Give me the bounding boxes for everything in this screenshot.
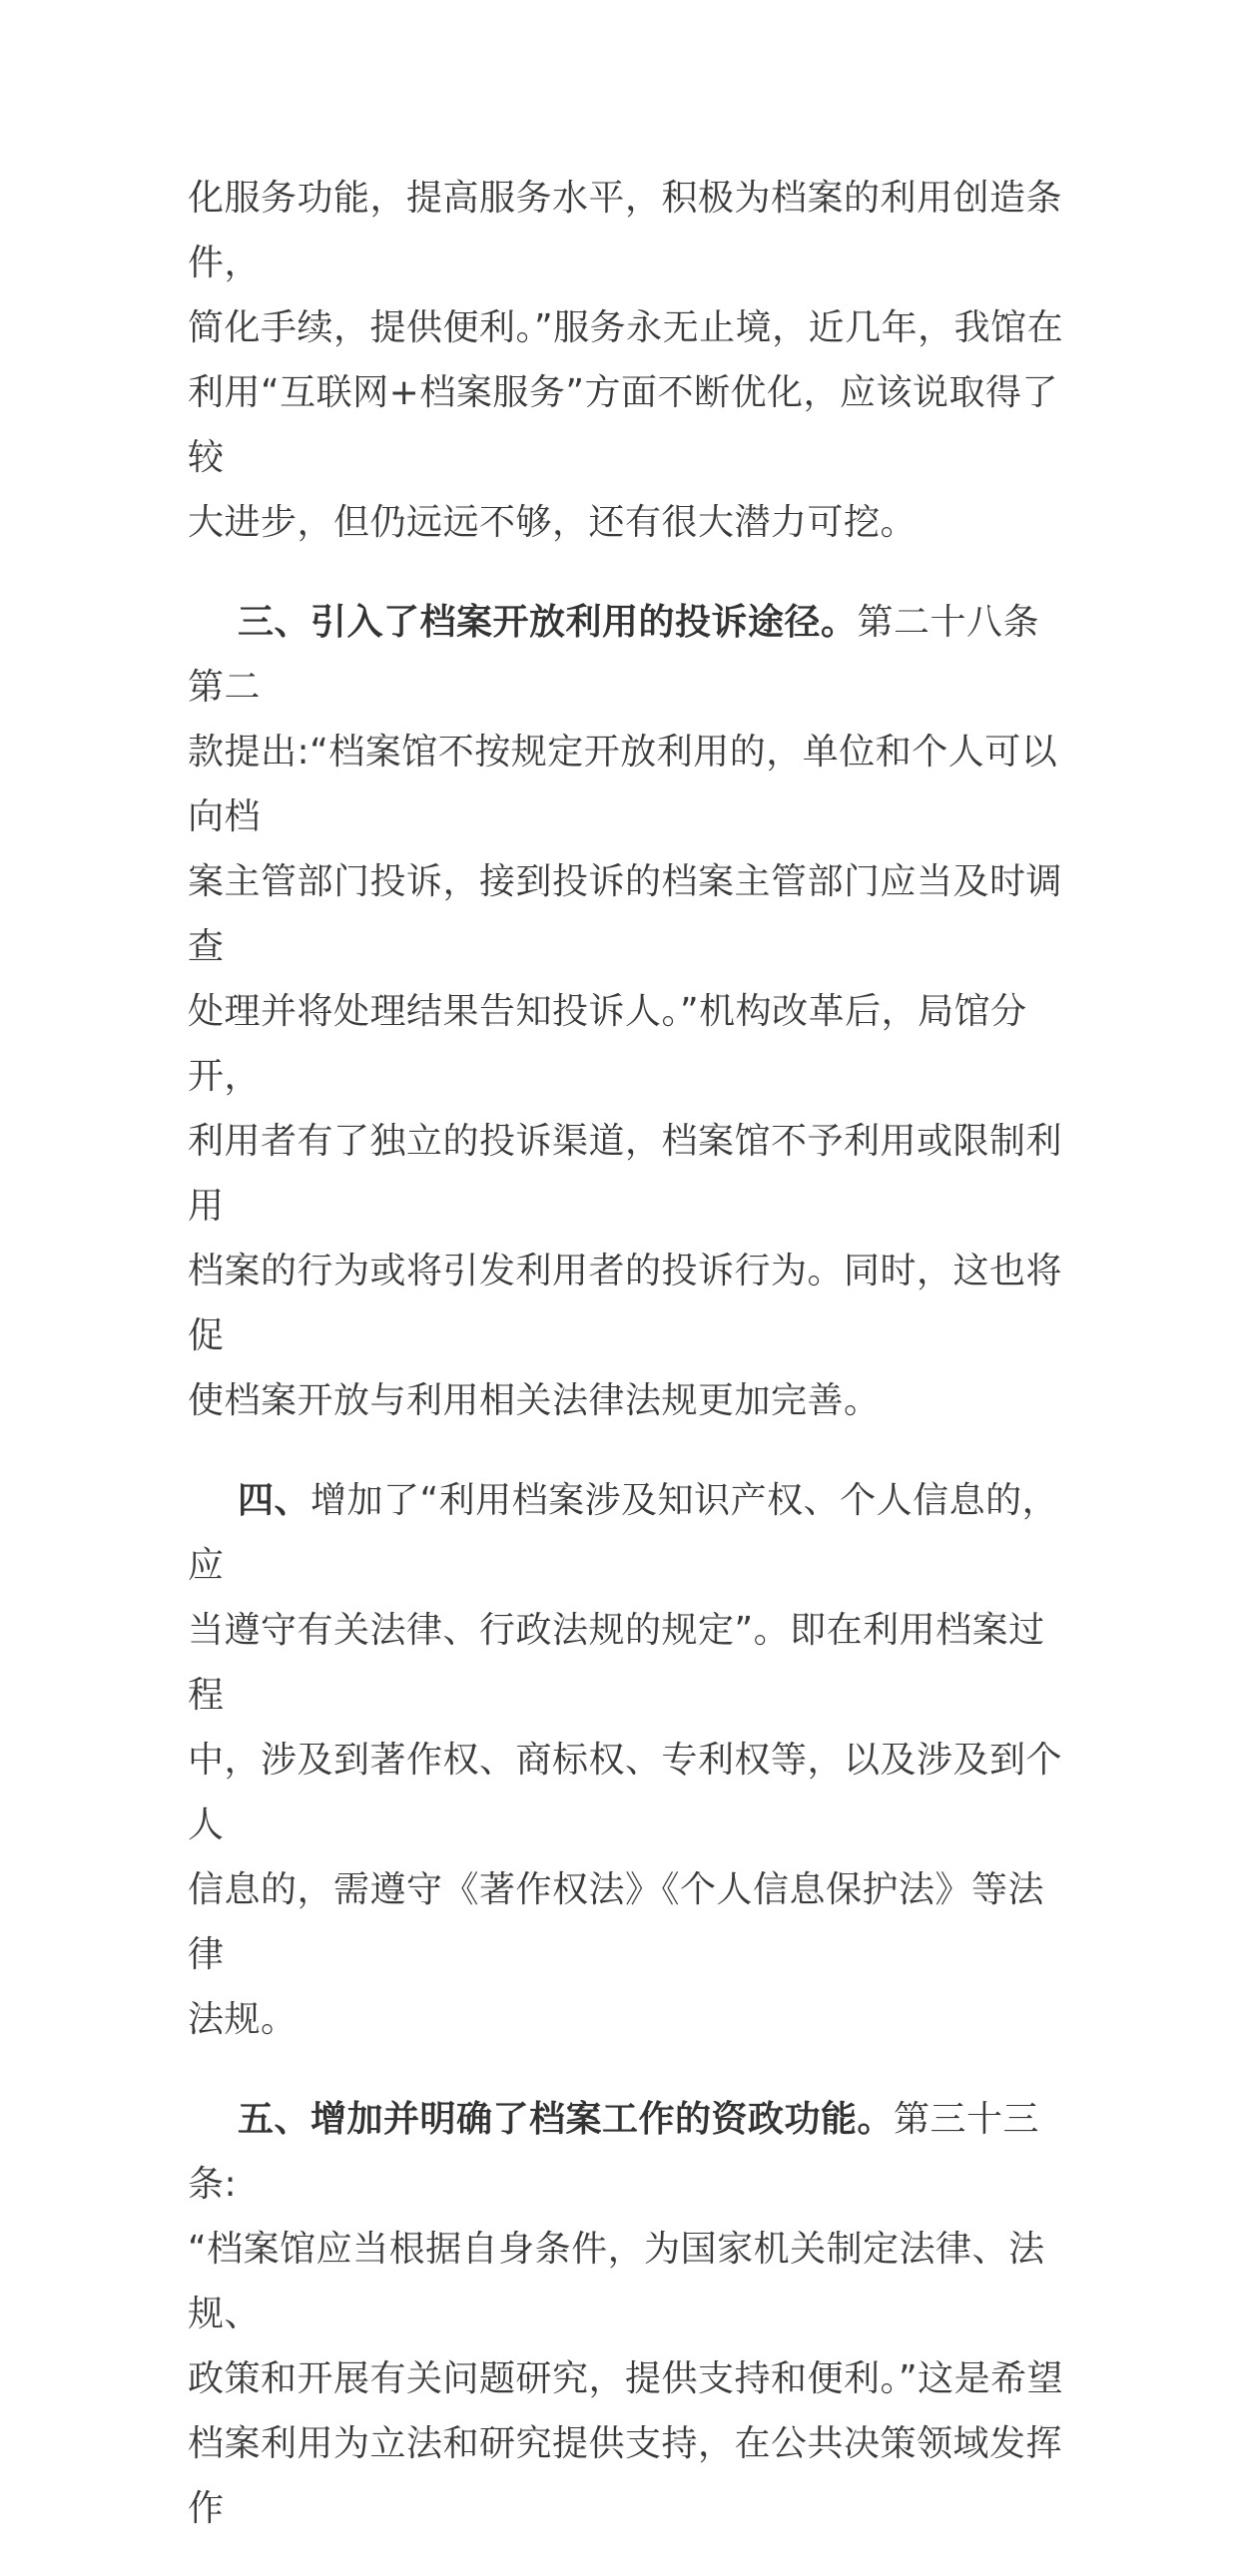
paragraph-text: 化服务功能，提高服务水平，积极为档案的利用创造条件， 简化手续，提供便利。”服务永无止境，近几年，我馆在 利用“互联网+档案服务”方面不断优化，应该说取得了较 大进步，但仍远远不够，还有很大潜力可挖。 bbox=[188, 178, 1064, 543]
paragraph-continuation bbox=[188, 166, 1066, 555]
paragraph-text: 第二十八条第二 款提出:“档案馆不按规定开放利用的，单位和个人可以向档 案主管部门投诉，接到投诉的档案主管部门应当及时调查 处理并将处理结果告知投诉人。”机构改革后，局馆分开， 利用者有了独立的投诉渠道，档案馆不予利用或限制利用 档案的行为或将引发利用者的投诉行为。同时，这也将促 使档案开放与利用相关法律法规更加完善。 bbox=[188, 602, 1063, 1421]
section-heading: 三、引入了档案开放利用的投诉途径。 bbox=[238, 602, 858, 643]
paragraph-section-5 bbox=[188, 2087, 1066, 2541]
paragraph-text: 增加了“利用档案涉及知识产权、个人信息的，应 当遵守有关法律、行政法规的规定”。即在利用档案过程 中，涉及到著作权、商标权、专利权等，以及涉及到个人 信息的，需遵守《著作权法》《个人信息保护法》等法律 法规。 bbox=[188, 1480, 1063, 2040]
paragraph-section-3 bbox=[188, 590, 1066, 1433]
section-heading: 四、 bbox=[238, 1480, 311, 1521]
document-body bbox=[188, 166, 1066, 2576]
paragraph-section-4 bbox=[188, 1468, 1066, 2052]
paragraph-text: 第三十三条: “档案馆应当根据自身条件，为国家机关制定法律、法规、 政策和开展有关问题研究，提供支持和便利。”这是希望 档案利用为立法和研究提供支持，在公共决策领域发挥作 bbox=[188, 2099, 1064, 2529]
section-heading: 五、增加并明确了档案工作的资政功能。 bbox=[238, 2099, 895, 2140]
